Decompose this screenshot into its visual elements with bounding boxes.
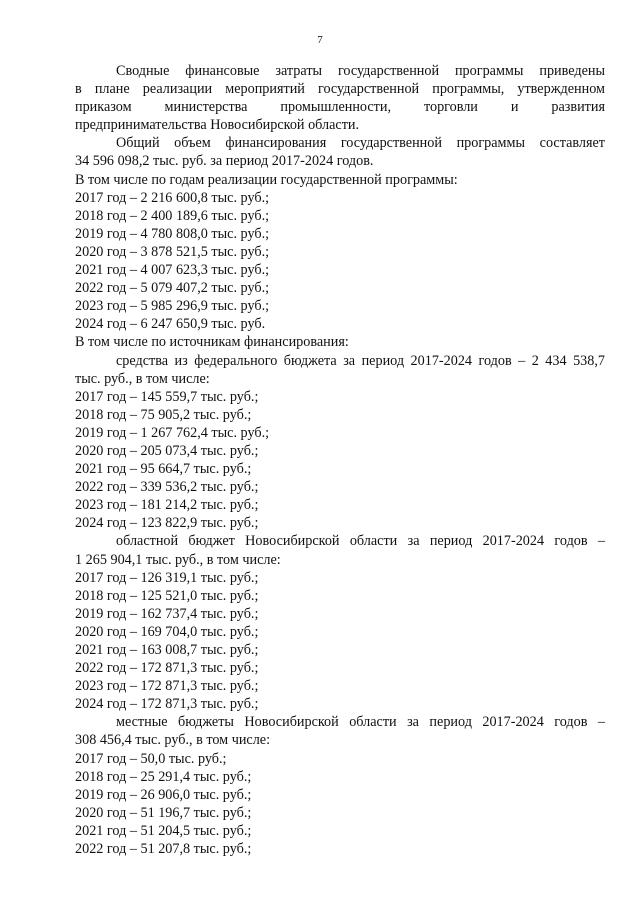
regional-years-list bbox=[75, 569, 605, 714]
list-item: 2019 год – 26 906,0 тыс. руб.; bbox=[75, 786, 252, 803]
federal-years-list bbox=[75, 388, 605, 533]
list-item: 2023 год – 5 985 296,9 тыс. руб.; bbox=[75, 298, 270, 315]
text-line: приказом министерства промышленности, торговли и развития bbox=[75, 99, 605, 116]
local-years-list bbox=[75, 750, 605, 859]
text-line: Общий объем финансирования государственной программы составляет bbox=[116, 135, 605, 152]
list-item: 2019 год – 162 737,4 тыс. руб.; bbox=[75, 605, 259, 622]
text-line: 1 265 904,1 тыс. руб., в том числе: bbox=[75, 551, 281, 568]
list-item: 2018 год – 2 400 189,6 тыс. руб.; bbox=[75, 207, 270, 224]
text-line: Сводные финансовые затраты государственной программы приведены bbox=[116, 63, 605, 79]
list-item: 2021 год – 95 664,7 тыс. руб.; bbox=[75, 461, 252, 478]
text-line: областной бюджет Новосибирской области за период 2017-2024 годов – bbox=[116, 533, 605, 550]
list-item: 2019 год – 4 780 808,0 тыс. руб.; bbox=[75, 225, 270, 242]
list-item: 2022 год – 172 871,3 тыс. руб.; bbox=[75, 660, 259, 677]
list-item: 2021 год – 163 008,7 тыс. руб.; bbox=[75, 642, 259, 658]
list-item: 2017 год – 126 319,1 тыс. руб.; bbox=[75, 569, 259, 586]
list-item: 2020 год – 205 073,4 тыс. руб.; bbox=[75, 442, 259, 459]
list-item: 2017 год – 50,0 тыс. руб.; bbox=[75, 750, 227, 767]
text-line: местные бюджеты Новосибирской области за период 2017-2024 годов – bbox=[116, 714, 605, 731]
by-years-intro: В том числе по годам реализации государственной программы: bbox=[75, 171, 458, 188]
list-item: 2022 год – 5 079 407,2 тыс. руб.; bbox=[75, 280, 270, 297]
by-years-list bbox=[75, 189, 605, 334]
list-item: 2017 год – 145 559,7 тыс. руб.; bbox=[75, 388, 259, 405]
text-line: тыс. руб., в том числе: bbox=[75, 370, 210, 387]
list-item: 2020 год – 169 704,0 тыс. руб.; bbox=[75, 623, 259, 640]
summary-paragraph bbox=[75, 62, 605, 134]
list-item: 2020 год – 51 196,7 тыс. руб.; bbox=[75, 804, 252, 821]
text-line: средства из федерального бюджета за период 2017-2024 годов – 2 434 538,7 bbox=[116, 352, 605, 369]
list-item: 2018 год – 25 291,4 тыс. руб.; bbox=[75, 768, 252, 785]
list-item: 2024 год – 172 871,3 тыс. руб.; bbox=[75, 696, 259, 713]
text-line: предпринимательства Новосибирской области. bbox=[75, 117, 360, 134]
list-item: 2018 год – 125 521,0 тыс. руб.; bbox=[75, 587, 259, 604]
list-item: 2019 год – 1 267 762,4 тыс. руб.; bbox=[75, 424, 270, 441]
list-item: 2018 год – 75 905,2 тыс. руб.; bbox=[75, 406, 252, 423]
text-line: 308 456,4 тыс. руб., в том числе: bbox=[75, 732, 271, 749]
list-item: 2022 год – 339 536,2 тыс. руб.; bbox=[75, 479, 259, 496]
list-item: 2021 год – 4 007 623,3 тыс. руб.; bbox=[75, 262, 270, 279]
text-line: 34 596 098,2 тыс. руб. за период 2017-2024 годов. bbox=[75, 153, 374, 170]
page-number: 7 bbox=[317, 34, 323, 46]
list-item: 2024 год – 6 247 650,9 тыс. руб. bbox=[75, 316, 266, 333]
list-item: 2022 год – 51 207,8 тыс. руб.; bbox=[75, 841, 252, 858]
by-sources-intro: В том числе по источникам финансирования: bbox=[75, 334, 349, 351]
list-item: 2020 год – 3 878 521,5 тыс. руб.; bbox=[75, 243, 270, 260]
list-item: 2021 год – 51 204,5 тыс. руб.; bbox=[75, 822, 252, 839]
list-item: 2024 год – 123 822,9 тыс. руб.; bbox=[75, 515, 259, 532]
federal-budget-paragraph bbox=[75, 352, 605, 388]
total-funding-paragraph bbox=[75, 134, 605, 170]
list-item: 2017 год – 2 216 600,8 тыс. руб.; bbox=[75, 189, 270, 206]
regional-budget-paragraph bbox=[75, 532, 605, 568]
document-body bbox=[75, 62, 605, 858]
list-item: 2023 год – 181 214,2 тыс. руб.; bbox=[75, 497, 259, 514]
local-budget-paragraph bbox=[75, 713, 605, 749]
list-item: 2023 год – 172 871,3 тыс. руб.; bbox=[75, 678, 259, 695]
text-line: в плане реализации мероприятий государственной программы, утвержденном bbox=[75, 81, 605, 98]
